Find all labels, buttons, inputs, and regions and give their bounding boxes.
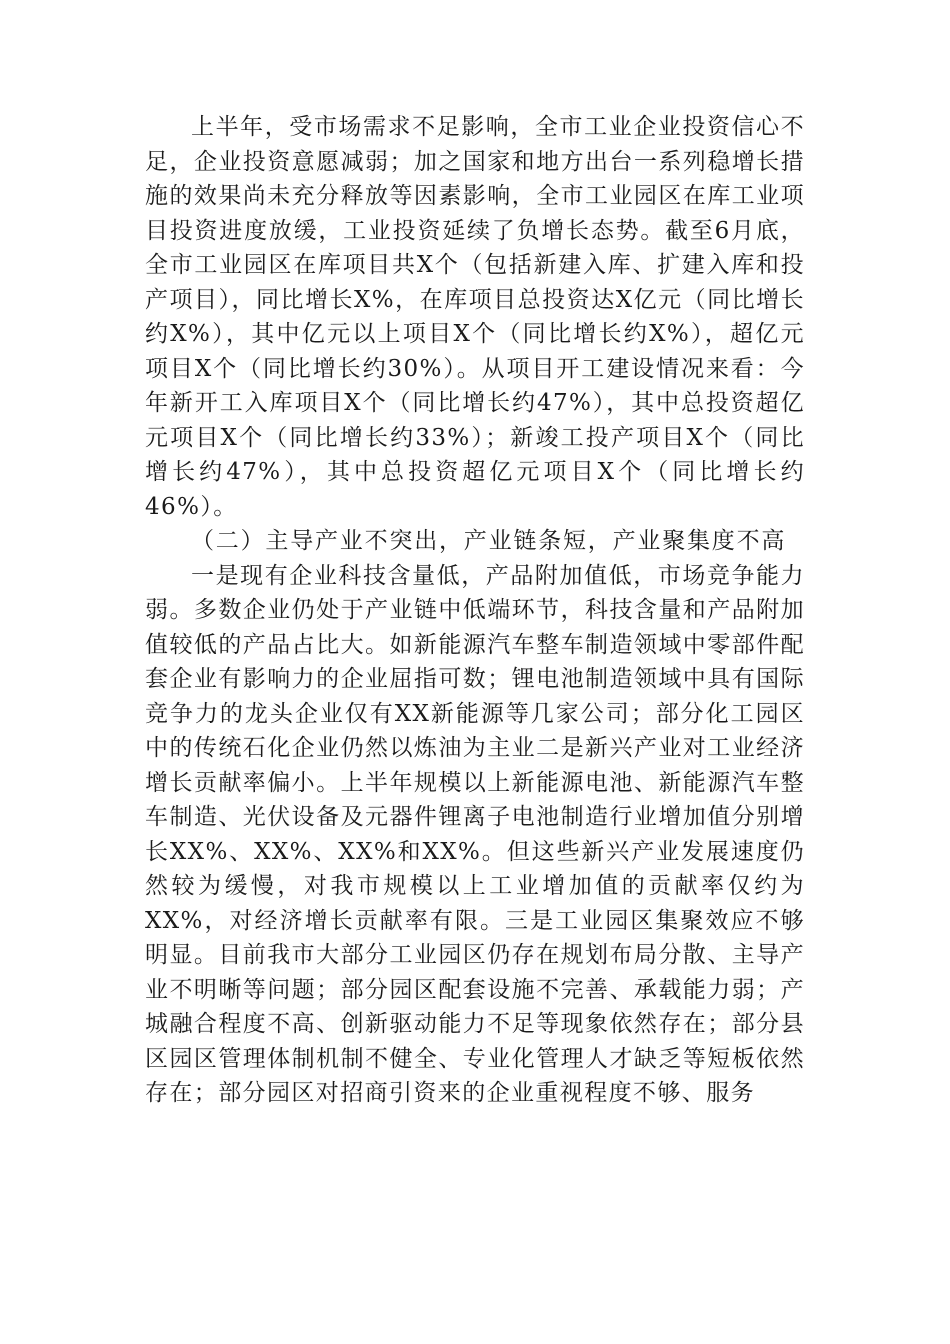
body-paragraph: 一是现有企业科技含量低，产品附加值低，市场竞争能力弱。多数企业仍处于产业链中低端环节，科技含量和产品附加值较低的产品占比大。如新能源汽车整车制造领域中零部件配套企业有影响力的企业屈指可数；锂电池制造领域中具有国际竞争力的龙头企业仅有XX新能源等几家公司；部分化工园区中的传统石化企业仍然以炼油为主业二是新兴产业对工业经济增长贡献率偏小。上半年规模以上新能源电池、新能源汽车整车制造、光伏设备及元器件锂离子电池制造行业增加值分别增长XX%、XX%、XX%和XX%。但这些新兴产业发展速度仍然较为缓慢，对我市规模以上工业增加值的贡献率仅约为XX%，对经济增长贡献率有限。三是工业园区集聚效应不够明显。目前我市大部分工业园区仍存在规划布局分散、主导产业不明晰等问题；部分园区配套设施不完善、承载能力弱；产城融合程度不高、创新驱动能力不足等现象依然存在；部分县区园区管理体制机制不健全、专业化管理人才缺乏等短板依然存在；部分园区对招商引资来的企业重视程度不够、服务 [145, 562, 805, 1106]
body-paragraph: 上半年，受市场需求不足影响，全市工业企业投资信心不足，企业投资意愿减弱；加之国家和地方出台一系列稳增长措施的效果尚未充分释放等因素影响，全市工业园区在库工业项目投资进度放缓，工业投资延续了负增长态势。截至6月底，全市工业园区在库项目共X个（包括新建入库、扩建入库和投产项目），同比增长X%，在库项目总投资达X亿元（同比增长约X%），其中亿元以上项目X个（同比增长约X%），超亿元项目X个（同比增长约30%）。从项目开工建设情况来看：今年新开工入库项目X个（同比增长约47%），其中总投资超亿元项目X个（同比增长约33%）；新竣工投产项目X个（同比增长约47%），其中总投资超亿元项目X个（同比增长约46%）。 [145, 114, 805, 520]
document-body [145, 110, 805, 1111]
section-heading: （二）主导产业不突出，产业链条短，产业聚集度不高 [191, 528, 787, 554]
